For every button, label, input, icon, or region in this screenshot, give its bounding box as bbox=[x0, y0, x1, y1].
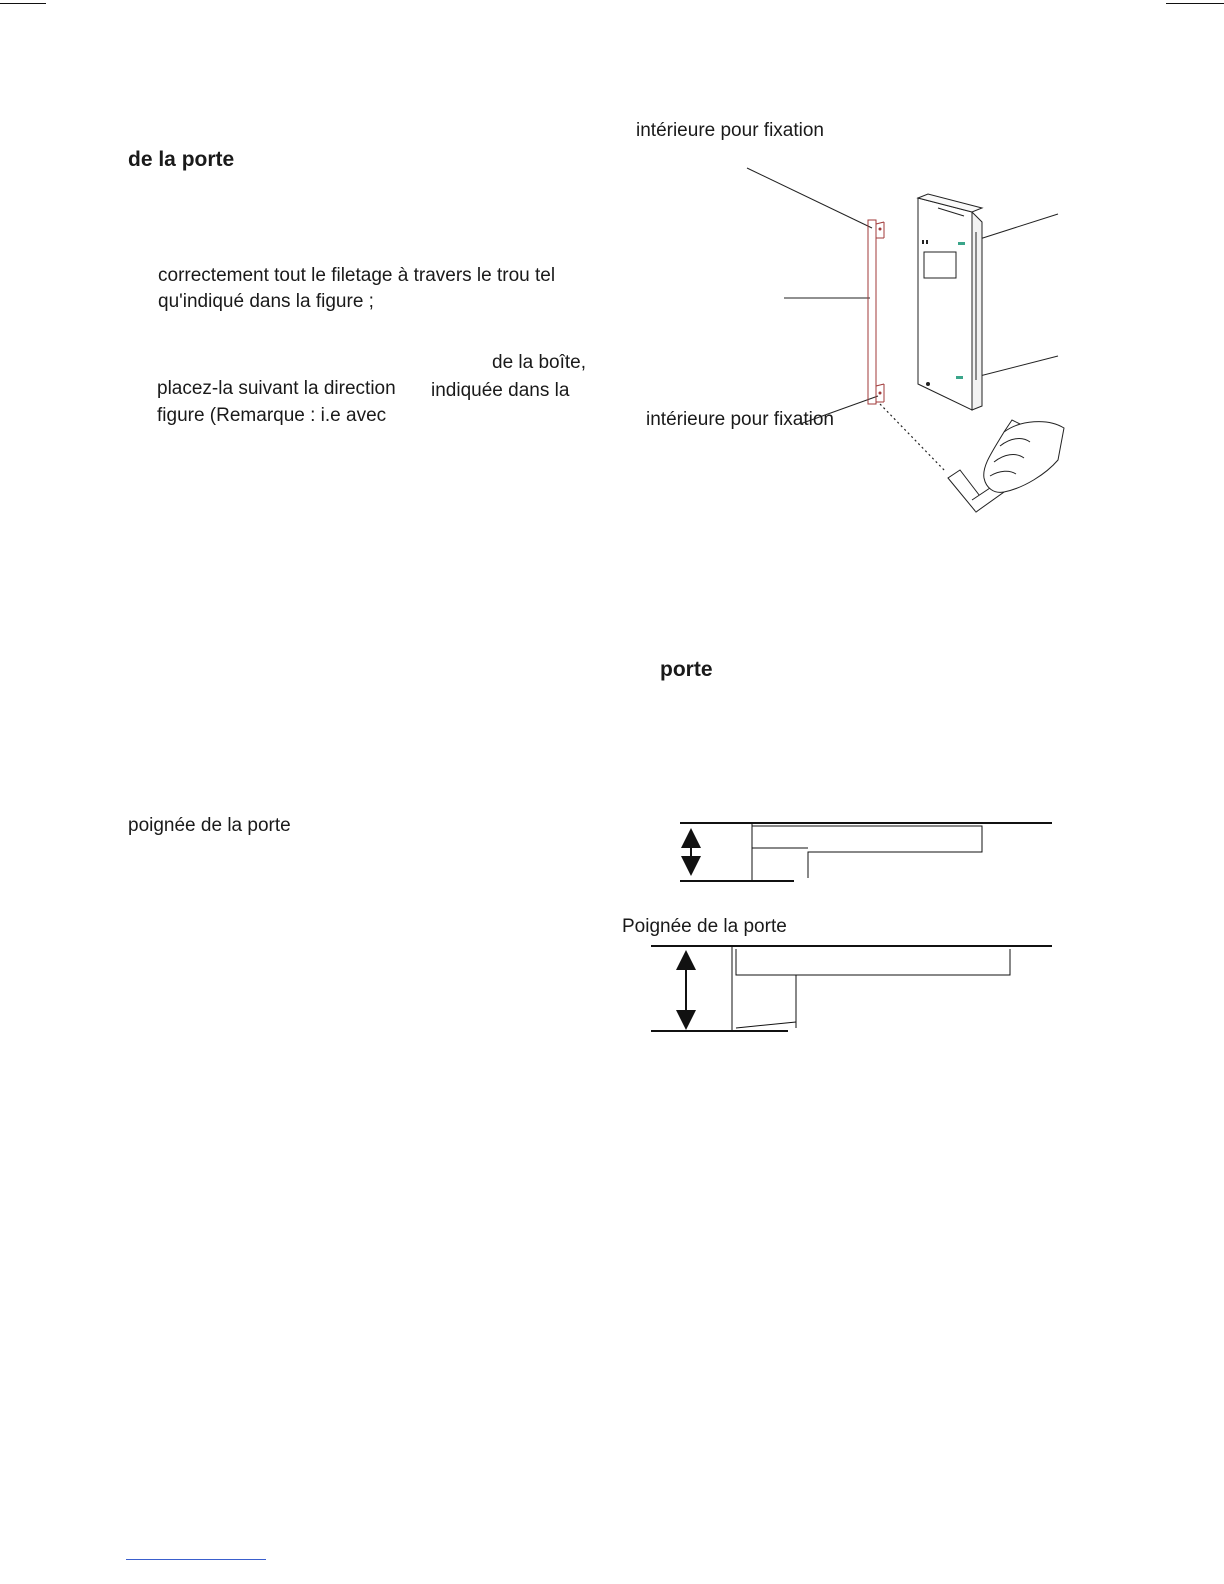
handle-label: Poignée de la porte bbox=[622, 916, 787, 937]
clearance-diagram-1 bbox=[680, 823, 1052, 881]
step2-line2-b: indiquée dans la bbox=[431, 380, 570, 401]
figure-top-label: intérieure pour fixation bbox=[636, 120, 824, 141]
section-heading-left: de la porte bbox=[128, 148, 235, 171]
lower-label: poignée de la porte bbox=[128, 815, 291, 836]
step2-fragment: de la boîte, bbox=[492, 352, 587, 373]
clearance-diagram-2 bbox=[651, 946, 1052, 1031]
arrow-up-2 bbox=[676, 950, 696, 970]
arrow-up-1 bbox=[681, 828, 701, 848]
arrow-down-2 bbox=[676, 1010, 696, 1030]
step-line-2: qu'indiqué dans la figure ; bbox=[158, 291, 374, 312]
step-line-1: correctement tout le filetage à travers le trou tel bbox=[158, 265, 556, 286]
step2-line3: figure (Remarque : i.e avec bbox=[157, 405, 387, 426]
figure-bottom-label: intérieure pour fixation bbox=[646, 409, 834, 430]
footer-rule bbox=[126, 1559, 266, 1560]
arrow-down-1 bbox=[681, 856, 701, 876]
step2-line2-a: placez-la suivant la direction bbox=[157, 378, 396, 399]
section-heading-right: porte bbox=[660, 658, 713, 681]
